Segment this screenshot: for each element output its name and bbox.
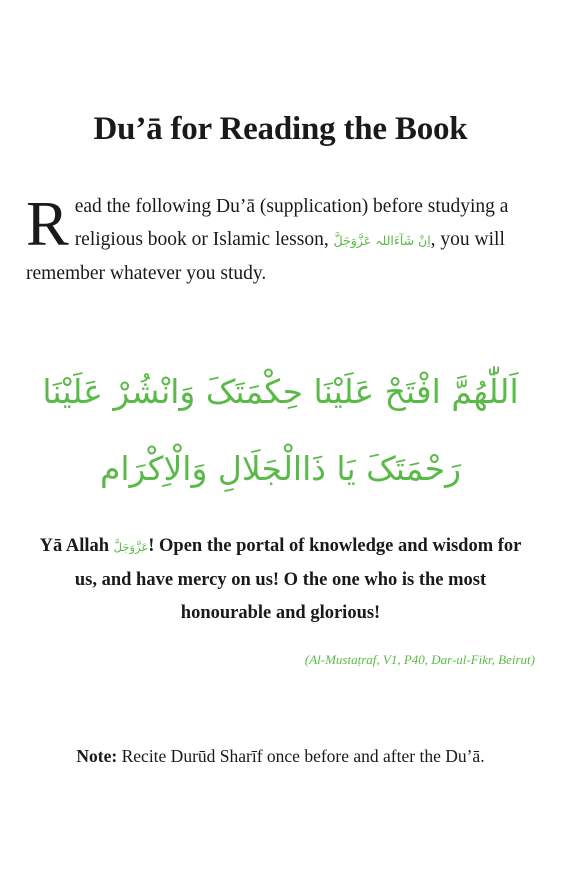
- intro-paragraph: [26, 190, 538, 290]
- note: [0, 746, 561, 767]
- dua-arabic-line-1: اَللّٰھُمَّ افْتَحْ عَلَیْنَا حِکْمَتَکَ وَانْشُرْ عَلَیْنَا: [42, 372, 519, 411]
- intro-text-part1: ead the following Du’ā (supplication) before studying a religious book or Islamic lesson,: [74, 196, 509, 250]
- dua-translation: [30, 530, 531, 630]
- dua-arabic-line-2: رَحْمَتَکَ یَا ذَاالْجَلَالِ وَالْاِکْرَام: [99, 449, 462, 488]
- inshallah-arabic: اِنْ شَآءَاللہ عَزَّوَجَلَّ: [333, 233, 431, 248]
- page-title: Du’ā for Reading the Book: [93, 111, 468, 147]
- translation-part2: ! Open the portal of knowledge and wisdom for us, and have mercy on us! O the one who is the most honourable and glorious!: [74, 536, 522, 623]
- reference-citation: (Al-Mustaṭraf, V1, P40, Dar-ul-Fikr, Beirut): [304, 652, 535, 667]
- azza-wajal-arabic: عَزَّوَجَلَّ: [113, 540, 149, 554]
- note-text: Recite Durūd Sharīf once before and after the Du’ā.: [117, 746, 485, 766]
- translation-part1: Yā Allah: [39, 536, 110, 556]
- intro-text-part2: , you will remember whatever you study.: [26, 229, 505, 284]
- drop-cap: R: [26, 188, 69, 259]
- note-label: Note:: [76, 746, 118, 766]
